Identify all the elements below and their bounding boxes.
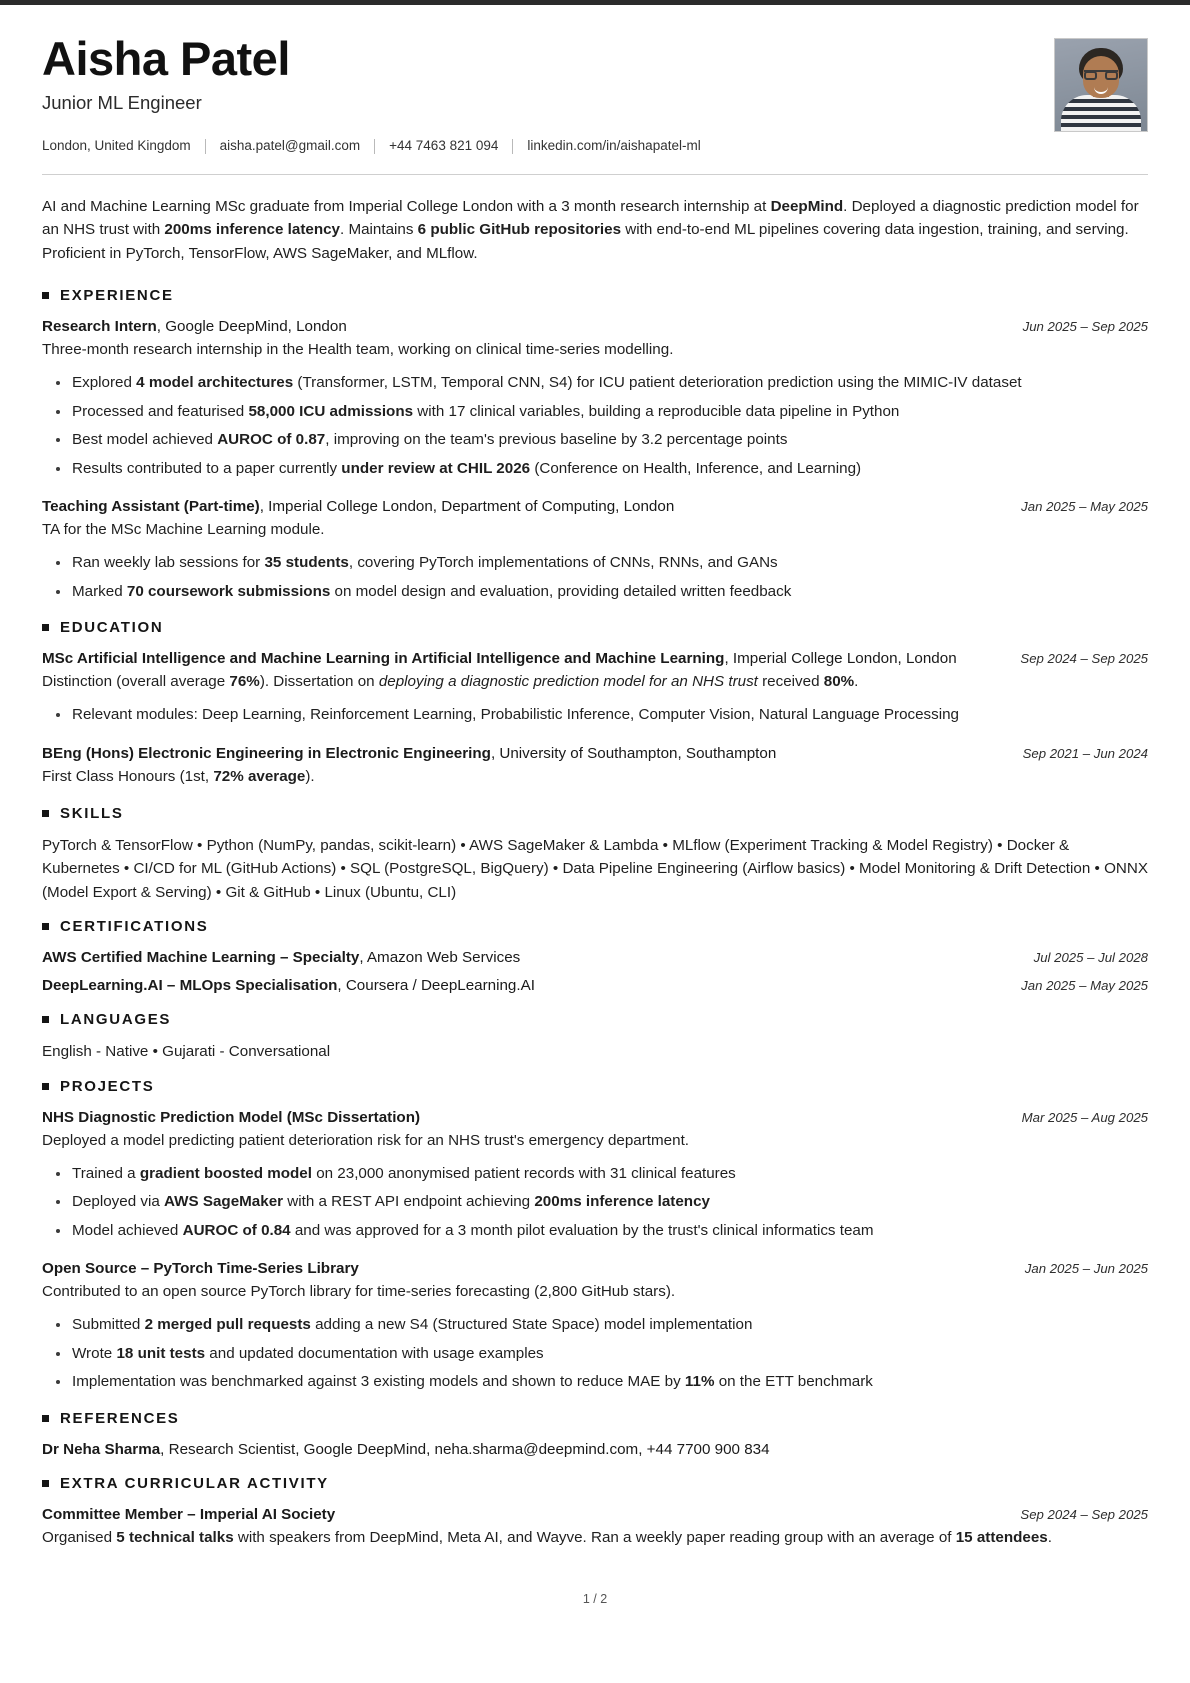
entry-title: Research Intern, Google DeepMind, London [42,318,347,336]
resume-entry [42,743,1148,789]
language-item: English - Native [42,1043,149,1061]
job-title: Junior ML Engineer [42,91,202,113]
entry-bullet-list [42,1313,1148,1394]
entry-subtitle: Distinction (overall average 76%). Dissertation on deploying a diagnostic prediction model for an NHS trust received 80%. [42,673,859,691]
certification-title: AWS Certified Machine Learning – Specialty, Amazon Web Services [42,949,521,967]
entry-bullet: Results contributed to a paper currently under review at CHIL 2026 (Conference on Health, Inference, and Learning) [72,457,1148,481]
entry-bullet: Deployed via AWS SageMaker with a REST API endpoint achieving 200ms inference latency [72,1190,1148,1214]
dot-separator: • [548,860,563,878]
entry-subtitle: First Class Honours (1st, 72% average). [42,767,315,785]
skill-item: Python (NumPy, pandas, scikit-learn) [206,836,457,854]
square-bullet-icon [42,1083,49,1090]
square-bullet-icon [42,292,49,299]
education-entries [42,648,1148,788]
entry-title: MSc Artificial Intelligence and Machine Learning in Artificial Intelligence and Machine Learning, Imperial College London, London [42,650,957,668]
section-heading-experience [42,287,1148,304]
contact-item[interactable]: aisha.patel@gmail.com [219,137,361,153]
page-footer: 1 / 2 [582,1591,608,1606]
entry-date: Jan 2025 – Jun 2025 [1024,1261,1148,1277]
section-education [42,619,1148,788]
section-extra-curricular [42,1475,1148,1550]
section-heading-label: SKILLS [60,804,124,822]
contact-item[interactable]: London, United Kingdom [42,137,191,153]
section-heading-languages [42,1011,1148,1028]
skill-item: Docker & Kubernetes [42,836,1070,878]
section-heading-label: EXPERIENCE [60,287,174,305]
entry-bullet-list [42,703,1148,727]
dot-separator: • [192,836,207,854]
skill-item: MLflow (Experiment Tracking & Model Registry) [672,836,993,854]
entry-subtitle: Deployed a model predicting patient deterioration risk for an NHS trust's emergency department. [42,1131,690,1149]
reference-detail: Dr Neha Sharma, Research Scientist, Google DeepMind, neha.sharma@deepmind.com, +44 7700 900 834 [42,1440,770,1458]
entry-title: NHS Diagnostic Prediction Model (MSc Dissertation) [42,1108,421,1126]
candidate-name: Aisha Patel [42,32,290,85]
entry-bullet: Marked 70 coursework submissions on model design and evaluation, providing detailed written feedback [72,580,1148,604]
section-references [42,1410,1148,1461]
entry-header-row [42,316,1148,338]
resume-entry [42,648,1148,726]
header-left [42,34,1030,156]
entry-bullet: Explored 4 model architectures (Transformer, LSTM, Temporal CNN, S4) for ICU patient deterioration prediction using the MIMIC-IV dataset [72,371,1148,395]
project-entries [42,1107,1148,1394]
entry-subtitle: TA for the MSc Machine Learning module. [42,521,325,539]
entry-subtitle: Contributed to an open source PyTorch library for time-series forecasting (2,800 GitHub stars). [42,1283,676,1301]
section-heading-label: EXTRA CURRICULAR ACTIVITY [60,1475,329,1492]
section-heading-label: EDUCATION [60,619,164,637]
section-heading-skills [42,805,1148,822]
entry-header-row [42,1107,1148,1129]
section-projects [42,1078,1148,1394]
skill-item: SQL (PostgreSQL, BigQuery) [350,860,549,878]
certification-row [42,975,1148,997]
entry-bullet-list [42,1162,1148,1243]
entry-title: Committee Member – Imperial AI Society [42,1506,336,1523]
entry-date: Sep 2024 – Sep 2025 [1020,1507,1148,1522]
square-bullet-icon [42,810,49,817]
section-heading-education [42,619,1148,636]
skill-item: Git & GitHub [225,883,311,901]
entry-date: Sep 2021 – Jun 2024 [1022,745,1148,761]
entry-title: BEng (Hons) Electronic Engineering in Electronic Engineering, University of Southampton, Southampton [42,744,777,762]
resume-entry [42,496,1148,603]
certification-date: Jan 2025 – May 2025 [1021,978,1148,994]
entry-subtitle: Organised 5 technical talks with speakers from DeepMind, Meta AI, and Wayve. Ran a weekly paper reading group with an average of 15 attendees. [42,1529,1052,1547]
dot-separator: • [456,836,470,854]
dot-separator: • [211,883,226,901]
skill-item: ONNX (Model Export & Serving) [42,860,1148,901]
certification-title: DeepLearning.AI – MLOps Specialisation, Coursera / DeepLearning.AI [42,977,535,995]
contact-item[interactable]: +44 7463 821 094 [389,137,499,153]
entry-header-row [42,496,1148,518]
section-heading-certifications [42,918,1148,935]
section-heading-label: CERTIFICATIONS [60,918,209,936]
glasses-icon [1084,70,1118,79]
resume-entry [42,1504,1148,1550]
contact-separator [374,139,375,154]
section-heading-label: LANGUAGES [60,1011,172,1029]
entry-bullet: Trained a gradient boosted model on 23,000 anonymised patient records with 31 clinical features [72,1162,1148,1186]
entry-bullet: Relevant modules: Deep Learning, Reinforcement Learning, Probabilistic Inference, Computer Vision, Natural Language Processing [72,703,1148,727]
skill-item: AWS SageMaker & Lambda [469,836,659,854]
certification-date: Jul 2025 – Jul 2028 [1033,950,1148,966]
entry-date: Jan 2025 – May 2025 [1021,499,1148,515]
dot-separator: • [992,836,1007,854]
entry-header-row [42,1258,1148,1280]
entry-bullet: Processed and featurised 58,000 ICU admissions with 17 clinical variables, building a reproducible data pipeline in Python [72,400,1148,424]
dot-separator: • [310,883,325,901]
skills-list [42,834,1148,905]
experience-entries [42,316,1148,603]
square-bullet-icon [42,1415,49,1422]
resume-entry [42,1258,1148,1394]
profile-photo [1054,38,1148,132]
dot-separator: • [658,836,673,854]
square-bullet-icon [42,624,49,631]
resume-header [42,0,1148,156]
entry-bullet: Best model achieved AUROC of 0.87, improving on the team's previous baseline by 3.2 percentage points [72,428,1148,452]
skill-item: Linux (Ubuntu, CLI) [324,883,457,901]
entry-title: Teaching Assistant (Part-time), Imperial College London, Department of Computing, London [42,498,675,516]
dot-separator: • [845,860,860,878]
dot-separator: • [148,1043,163,1061]
entry-date: Sep 2024 – Sep 2025 [1020,651,1148,667]
dot-separator: • [1090,860,1105,878]
header-divider [42,174,1148,175]
section-heading-label: PROJECTS [60,1077,155,1095]
section-certifications [42,918,1148,997]
entry-bullet: Submitted 2 merged pull requests adding a new S4 (Structured State Space) model implementation [72,1313,1148,1337]
section-heading-extra-curricular [42,1475,1148,1492]
resume-entry [42,316,1148,480]
contact-item[interactable]: linkedin.com/in/aishapatel-ml [527,137,701,153]
entry-bullet: Wrote 18 unit tests and updated documentation with usage examples [72,1342,1148,1366]
certification-row [42,947,1148,969]
section-skills [42,805,1148,905]
section-experience [42,287,1148,603]
skill-item: PyTorch & TensorFlow [42,836,193,854]
language-item: Gujarati - Conversational [162,1043,331,1061]
dot-separator: • [119,860,134,878]
skill-item: Data Pipeline Engineering (Airflow basics) [562,860,846,878]
reference-row [42,1439,1148,1461]
square-bullet-icon [42,1480,49,1487]
resume-entry [42,1107,1148,1243]
entry-date: Mar 2025 – Aug 2025 [1021,1109,1148,1125]
entry-title: Open Source – PyTorch Time-Series Library [42,1260,359,1278]
certification-entries [42,947,1148,997]
entry-header-row [42,648,1148,670]
section-heading-references [42,1410,1148,1427]
entry-header-row [42,1504,1148,1526]
reference-entries [42,1439,1148,1461]
contact-separator [205,139,206,154]
square-bullet-icon [42,923,49,930]
contact-line [42,137,1030,156]
section-heading-projects [42,1078,1148,1095]
skill-item: Model Monitoring & Drift Detection [859,860,1091,878]
entry-bullet-list [42,371,1148,480]
skill-item: CI/CD for ML (GitHub Actions) [133,860,337,878]
professional-summary: AI and Machine Learning MSc graduate from Imperial College London with a 3 month research internship at DeepMind. Deployed a diagnostic prediction model for an NHS trust with 200ms inference latency. Maintains 6 public GitHub repositories with end-to-end ML pipelines covering data ingestion, training, and serving. Proficient in PyTorch, TensorFlow, AWS SageMaker, and MLflow. [42,197,1139,262]
entry-header-row [42,743,1148,765]
square-bullet-icon [42,1016,49,1023]
section-languages [42,1011,1148,1064]
section-heading-label: REFERENCES [60,1409,180,1427]
languages-list [42,1040,1148,1064]
entry-subtitle: Three-month research internship in the Health team, working on clinical time-series modelling. [42,341,674,359]
entry-bullet: Implementation was benchmarked against 3 existing models and shown to reduce MAE by 11% on the ETT benchmark [72,1370,1148,1394]
top-rule [0,0,1190,5]
entry-bullet-list [42,551,1148,603]
dot-separator: • [336,860,351,878]
extra-curricular-entries [42,1504,1148,1550]
entry-bullet: Ran weekly lab sessions for 35 students, covering PyTorch implementations of CNNs, RNNs, and GANs [72,551,1148,575]
entry-bullet: Model achieved AUROC of 0.84 and was approved for a 3 month pilot evaluation by the trust's clinical informatics team [72,1219,1148,1243]
entry-date: Jun 2025 – Sep 2025 [1022,319,1148,335]
contact-separator [512,139,513,154]
